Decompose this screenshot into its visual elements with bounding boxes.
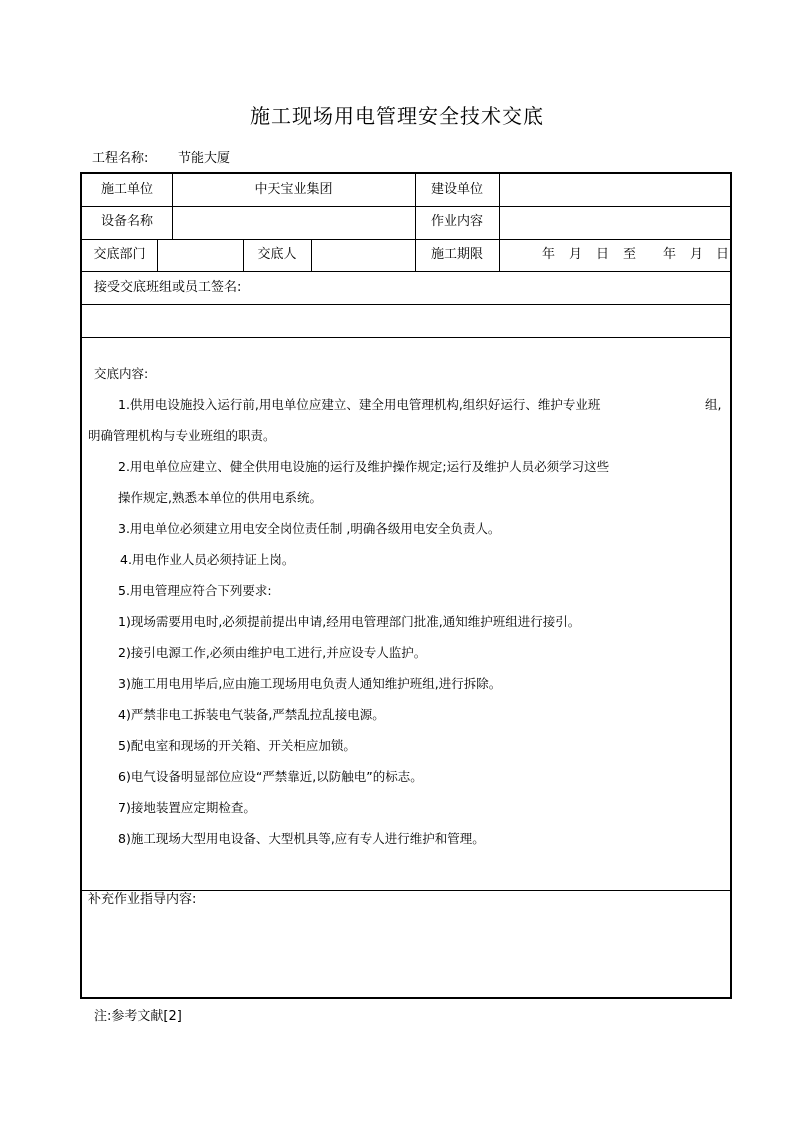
content-line: 3.用电单位必须建立用电安全岗位责任制 ,明确各级用电安全负责人。	[118, 521, 501, 536]
content-line: 明确管理机构与专业班组的职责。	[88, 428, 276, 443]
content-line: 1)现场需要用电时,必须提前提出申请,经用电管理部门批准,通知维护班组进行接引。	[118, 614, 581, 629]
project-value: 节能大厦	[178, 151, 231, 166]
content-line: 1.供用电设施投入运行前,用电单位应建立、建全用电管理机构,组织好运行、维护专业班	[118, 397, 601, 412]
row-divider	[82, 337, 730, 338]
period-month-start: 月	[569, 247, 583, 262]
footnote: 注:参考文献[2]	[94, 1009, 182, 1024]
disclosure-table	[80, 172, 732, 999]
content-line: 组,	[705, 397, 722, 412]
content-line: 7)接地装置应定期检查。	[118, 800, 256, 815]
period-day-end: 日	[716, 247, 730, 262]
client-unit-label: 建设单位	[430, 182, 483, 197]
dept-label: 交底部门	[93, 247, 146, 262]
col-divider	[499, 174, 500, 271]
project-info	[92, 147, 231, 166]
period-year-start: 年	[542, 247, 556, 262]
period-month-end: 月	[690, 247, 704, 262]
project-label: 工程名称:	[92, 151, 149, 166]
content-line: 3)施工用电用毕后,应由施工现场用电负责人通知维护班组,进行拆除。	[118, 676, 502, 691]
content-line: 2.用电单位应建立、健全供用电设施的运行及维护操作规定;运行及维护人员必须学习这些	[118, 459, 610, 474]
row-divider	[82, 239, 730, 240]
content-line: 4.用电作业人员必须持证上岗。	[120, 552, 295, 567]
content-line: 5.用电管理应符合下列要求:	[118, 583, 272, 598]
signature-label: 接受交底班组或员工签名:	[94, 280, 242, 295]
construction-unit-label: 施工单位	[100, 182, 153, 197]
equipment-name-label: 设备名称	[100, 214, 153, 229]
row-divider	[82, 890, 730, 891]
supplement-label: 补充作业指导内容:	[88, 892, 197, 907]
period-label: 施工期限	[430, 247, 483, 262]
content-line: 2)接引电源工作,必须由维护电工进行,并应设专人监护。	[118, 645, 427, 660]
period-year-end: 年	[663, 247, 677, 262]
period-day-start: 日	[596, 247, 610, 262]
col-divider	[157, 239, 158, 271]
content-line: 操作规定,熟悉本单位的供用电系统。	[118, 490, 322, 505]
construction-unit-value[interactable]: 中天宝业集团	[254, 182, 333, 197]
period-to: 至	[623, 247, 637, 262]
content-line: 5)配电室和现场的开关箱、开关柜应加锁。	[118, 738, 356, 753]
content-line: 8)施工现场大型用电设备、大型机具等,应有专人进行维护和管理。	[118, 831, 485, 846]
document-title: 施工现场用电管理安全技术交底	[250, 104, 544, 128]
person-label: 交底人	[257, 247, 297, 262]
row-divider	[82, 206, 730, 207]
content-label: 交底内容:	[94, 366, 149, 381]
row-divider	[82, 271, 730, 272]
content-line: 6)电气设备明显部位应设“严禁靠近,以防触电”的标志。	[118, 769, 423, 784]
col-divider	[311, 239, 312, 271]
work-content-label: 作业内容	[430, 214, 483, 229]
row-divider	[82, 304, 730, 305]
content-line: 4)严禁非电工拆装电气装备,严禁乱拉乱接电源。	[118, 707, 385, 722]
